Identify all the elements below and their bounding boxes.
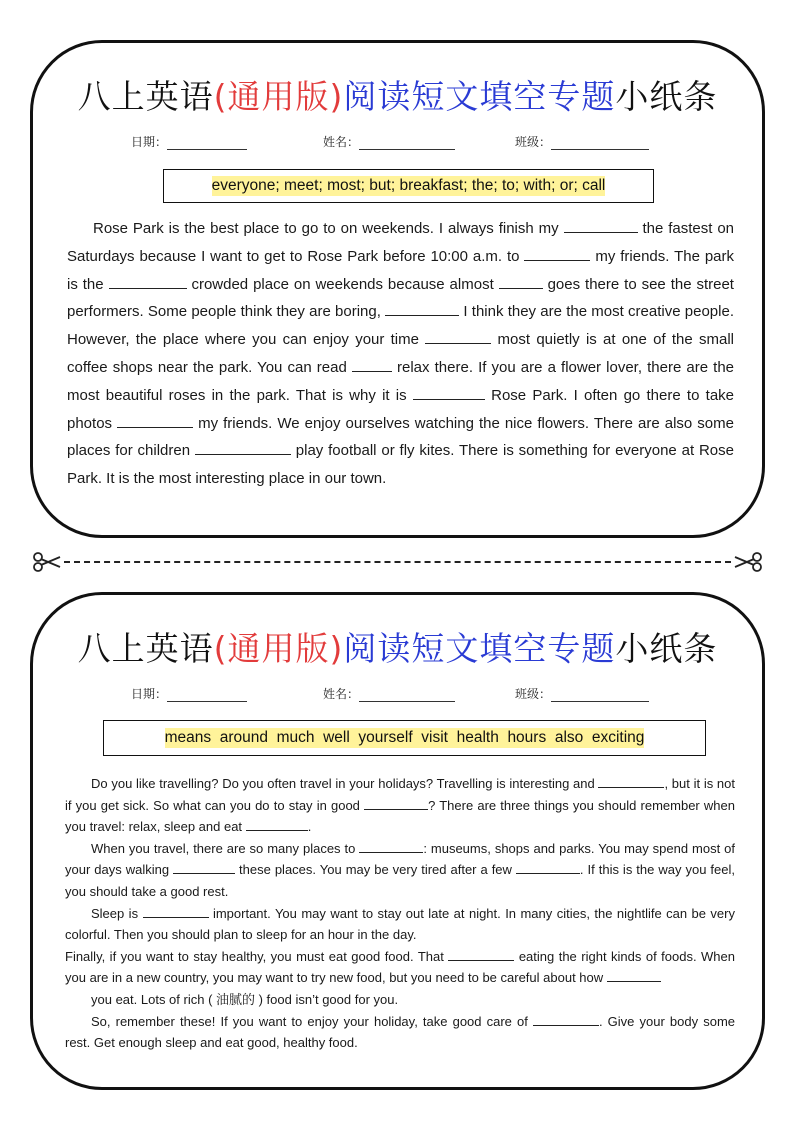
date-field[interactable] [167,689,247,702]
answer-blank[interactable] [364,795,428,810]
passage-text: Rose Park is the best place to go to on weekends. I always finish my [93,220,559,237]
paragraph [65,773,735,838]
answer-blank[interactable] [385,301,459,316]
paragraph [65,946,735,989]
paragraph [65,903,735,946]
answer-blank[interactable] [516,859,580,874]
passage-text: eating the right kinds of foods. When you are in a new country, you may want to try new food, but you need to be careful about how [65,948,735,986]
answer-blank[interactable] [598,773,664,788]
note-card-1 [30,40,765,538]
passage-text: these places. You may be very tired after a few [239,862,512,878]
name-label: 姓名： [323,687,360,701]
answer-blank[interactable] [352,357,392,372]
passage-text: important. You may want to stay out late at night. In many cities, the nightlife can be very colorful. Then you should plan to sleep for an hour in the day. [65,905,735,943]
date-field[interactable] [167,137,247,150]
paragraph [65,989,735,1011]
scissors-icon [32,552,62,572]
passage-text: Do you like travelling? Do you often travel in your holidays? Travelling is interesting and [91,776,595,791]
passage-text: . If this is the way you feel, you should take a good rest. [65,862,735,899]
name-field[interactable] [359,137,455,150]
answer-blank[interactable] [173,859,235,874]
answer-blank[interactable] [109,274,187,289]
word-bank [103,720,706,756]
passage-text: my friends. The park is the [67,247,735,293]
passage-text: ? There are three things you should remember when you travel: relax, sleep and eat [65,797,735,835]
title-part: 小纸条 [615,629,718,668]
passage-text: , but it is not if you get sick. So what can you do to stay in good [65,776,735,813]
answer-blank[interactable] [117,413,193,428]
scissors-icon [733,552,763,572]
dashed-line [64,561,731,563]
class-field[interactable] [551,137,649,150]
date-label: 日期： [131,135,168,149]
answer-blank[interactable] [425,329,491,344]
answer-blank[interactable] [448,946,514,961]
cut-line [30,552,765,572]
word-bank-text: everyone; meet; most; but; breakfast; the; to; with; or; call [211,177,606,194]
name-label: 姓名： [323,135,360,149]
passage-text: the fastest on Saturdays because I want to get to Rose Park before 10:00 a.m. to [67,220,735,265]
passage-text: goes there to see the street performers. Some people think they are boring, [67,275,734,321]
passage-text: crowded place on weekends because almost [191,275,494,293]
passage-text: most quietly is at one of the small coffee shops near the park. You can read [67,331,735,376]
class-field[interactable] [551,689,649,702]
answer-blank[interactable] [533,1011,599,1026]
note-card-2 [30,592,765,1090]
title-part: 阅读短文填空专题 [343,629,616,668]
passage-text: Sleep is [91,905,139,921]
passage-2 [65,773,735,1054]
name-field[interactable] [359,689,455,702]
title-part: 阅读短文填空专题 [343,77,616,116]
title-part: 八上英语 [77,629,214,668]
card-title [33,71,762,118]
passage-1 [67,215,734,493]
passage-text: I think they are the most creative people. However, the place where you can enjoy your time [67,303,734,349]
passage-text: relax there. If you are a flower lover, there are the most beautiful roses in the park. That is why it is [67,358,735,404]
answer-blank[interactable] [195,440,291,455]
passage-text: Finally, if you want to stay healthy, you must eat good food. That [65,948,444,964]
passage-text: play football or fly kites. There is something for everyone at Rose Park. It is the most interesting place in our town. [67,442,734,488]
answer-blank[interactable] [499,274,543,289]
passage-text: So, remember these! If you want to enjoy your holiday, take good care of [91,1013,528,1029]
word-bank-text: means around much well yourself visit health hours also exciting [164,729,645,746]
passage-text: Rose Park. I often go there to take photos [67,386,734,432]
passage-text: : museums, shops and parks. You may spend most of your days walking [65,840,735,878]
title-part: (通用版) [213,629,344,668]
card-title [33,623,762,670]
passage-text: When you travel, there are so many places to [91,840,356,856]
answer-blank[interactable] [413,385,485,400]
passage-text: . [307,819,312,835]
paragraph [65,1011,735,1054]
class-label: 班级： [515,135,552,149]
class-label: 班级： [515,687,552,701]
date-label: 日期： [131,687,168,701]
word-bank [163,169,654,203]
answer-blank[interactable] [564,218,638,233]
title-part: 八上英语 [77,77,214,116]
answer-blank[interactable] [246,816,308,831]
paragraph [65,838,735,903]
answer-blank[interactable] [524,246,590,261]
answer-blank[interactable] [607,967,661,982]
answer-blank[interactable] [143,903,209,918]
title-part: 小纸条 [615,77,718,116]
passage-text: . Give your body some rest. Get enough sleep and eat good, healthy food. [65,1013,735,1051]
answer-blank[interactable] [359,838,423,853]
title-part: (通用版) [213,77,344,116]
passage-text: my friends. We enjoy ourselves watching the nice flowers. There are also some places for children [67,414,734,460]
passage-text: you eat. Lots of rich ( 油腻的 ) food isn’t good for you. [91,991,399,1007]
